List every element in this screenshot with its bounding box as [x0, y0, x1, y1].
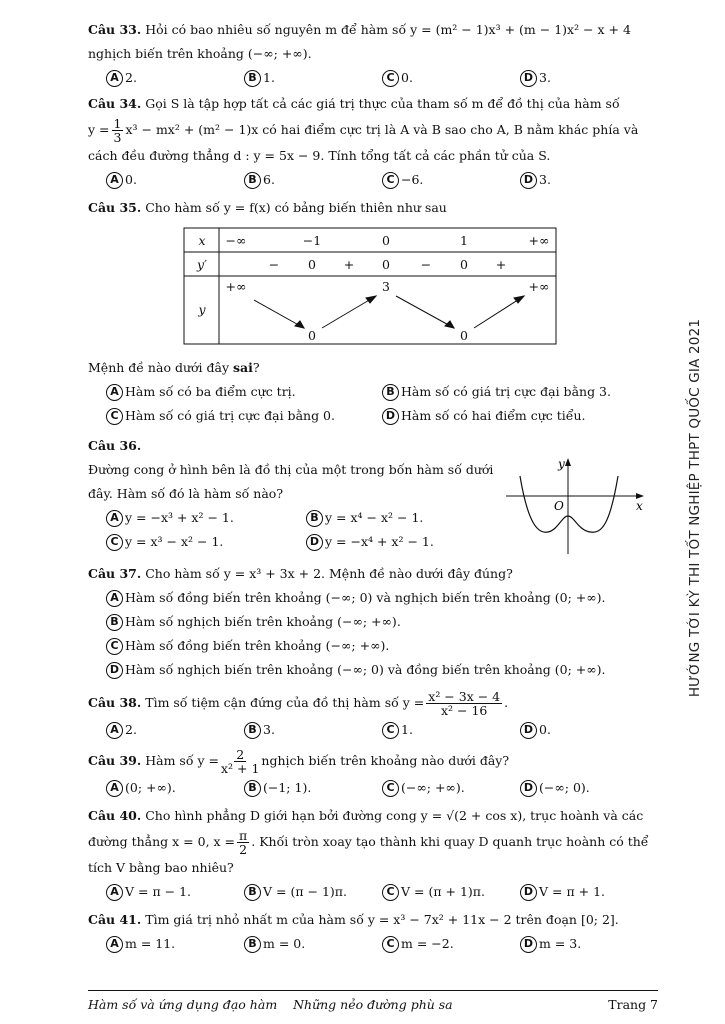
table-sign: 0 — [460, 257, 468, 272]
table-x-label: x — [198, 233, 206, 248]
q38-options — [88, 718, 658, 742]
q36-text1: Đường cong ở hình bên là đồ thị của một trong bốn hàm số dưới — [88, 462, 494, 477]
q35-option-c[interactable]: C Hàm số có giá trị cực đại bằng 0. — [106, 404, 382, 428]
q34-option-b[interactable]: B 6. — [244, 168, 382, 192]
table-sign: + — [343, 257, 355, 272]
q33-option-d[interactable]: D 3. — [520, 66, 658, 90]
q41-options — [88, 932, 658, 956]
q37-option-d[interactable]: D Hàm số nghịch biến trên khoảng (−∞; 0) và đồng biến trên khoảng (0; +∞). — [88, 658, 658, 682]
q39-option-c[interactable]: C (−∞; +∞). — [382, 776, 520, 800]
q33-option-a[interactable]: A 2. — [106, 66, 244, 90]
side-banner-text: HƯỚNG TỚI KỲ THI TỐT NGHIỆP THPT QUỐC GIA 2021 — [687, 318, 703, 698]
variation-table — [88, 224, 658, 352]
table-x-val: −1 — [302, 233, 322, 248]
q34-option-d[interactable]: D 3. — [520, 168, 658, 192]
q41-option-a[interactable]: A m = 11. — [106, 932, 244, 956]
table-y-label: y — [198, 302, 206, 317]
q37-option-c[interactable]: C Hàm số đồng biến trên khoảng (−∞; +∞). — [88, 634, 658, 658]
q40-fraction: $\frac{\pi}{2}$ — [239, 828, 248, 857]
table-sign: − — [268, 257, 280, 272]
q36-option-d[interactable]: D y = −x⁴ + x² − 1. — [306, 530, 506, 554]
q35-options-row2 — [88, 404, 658, 428]
q36-text2: đây. Hàm số đó là hàm số nào? — [88, 486, 284, 501]
q34-options — [88, 168, 658, 192]
graph-y-label: y — [558, 457, 565, 471]
q34-option-a[interactable]: A 0. — [106, 168, 244, 192]
q33-label: Câu 33. — [88, 22, 142, 37]
table-y-val: 0 — [308, 328, 316, 343]
q39-option-b[interactable]: B (−1; 1). — [244, 776, 382, 800]
table-yp-label: y′ — [197, 257, 207, 272]
q35-options-row1 — [88, 380, 658, 404]
table-x-val: 0 — [382, 233, 390, 248]
table-y-val: +∞ — [528, 279, 550, 294]
q40-text: Câu 40. Cho hình phẳng D giới hạn bởi đường cong y = √(2 + cos x), trục hoành và các — [88, 808, 644, 823]
q33-option-c[interactable]: C 0. — [382, 66, 520, 90]
q39-fraction: $\frac{2}{\text{x² + 1}}$ — [220, 747, 260, 776]
q34-text3: cách đều đường thẳng d : y = 5x − 9. Tính tổng tất cả các phần tử của S. — [88, 148, 551, 163]
page-number: Trang 7 — [608, 997, 658, 1012]
q38-text: Câu 38. Tìm số tiệm cận đứng của đồ thị hàm số y = $\frac{\text{x² − 3x − 4}}{\text{x² − 16}}$ . — [88, 689, 509, 718]
q40-option-d[interactable]: D V = π + 1. — [520, 880, 658, 904]
q37-text: Câu 37. Cho hàm số y = x³ + 3x + 2. Mệnh đề nào dưới đây đúng? — [88, 566, 513, 581]
footer-title: Hàm số và ứng dụng đạo hàm Những nẻo đường phù sa — [88, 997, 453, 1012]
table-y-val: +∞ — [225, 279, 247, 294]
q40-options — [88, 880, 658, 904]
exam-page — [88, 18, 658, 956]
q37-option-a[interactable]: A Hàm số đồng biến trên khoảng (−∞; 0) và nghịch biến trên khoảng (0; +∞). — [88, 586, 658, 610]
q38-option-b[interactable]: B 3. — [244, 718, 382, 742]
q35-question: Mệnh đề nào dưới đây sai? — [88, 360, 260, 375]
q36-option-c[interactable]: C y = x³ − x² − 1. — [106, 530, 306, 554]
q35-text: Câu 35. Cho hàm số y = f(x) có bảng biến thiên như sau — [88, 200, 447, 215]
q35-option-b[interactable]: B Hàm số có giá trị cực đại bằng 3. — [382, 380, 658, 404]
table-sign: 0 — [382, 257, 390, 272]
q41-option-b[interactable]: B m = 0. — [244, 932, 382, 956]
q35-option-d[interactable]: D Hàm số có hai điểm cực tiểu. — [382, 404, 658, 428]
table-sign: + — [495, 257, 507, 272]
q33-text2: nghịch biến trên khoảng (−∞; +∞). — [88, 46, 312, 61]
q36-block — [88, 434, 658, 554]
q34-option-c[interactable]: C −6. — [382, 168, 520, 192]
q36-graph — [498, 454, 648, 559]
q38-fraction: $\frac{\text{x² − 3x − 4}}{\text{x² − 16}}$ — [428, 689, 501, 718]
table-y-val: 0 — [460, 328, 468, 343]
q36-option-b[interactable]: B y = x⁴ − x² − 1. — [306, 506, 506, 530]
q40-option-a[interactable]: A V = π − 1. — [106, 880, 244, 904]
table-x-val: 1 — [460, 233, 468, 248]
q33-text: Câu 33. Hỏi có bao nhiêu số nguyên m để hàm số y = (m² − 1)x³ + (m − 1)x² − x + 4 — [88, 22, 631, 37]
q33-option-b[interactable]: B 1. — [244, 66, 382, 90]
q33-options — [88, 66, 658, 90]
graph-x-label: x — [636, 499, 643, 513]
q39-text: Câu 39. Hàm số y = $\frac{2}{\text{x² + 1}}$ nghịch biến trên khoảng nào dưới đây? — [88, 747, 510, 776]
q36-label: Câu 36. — [88, 438, 142, 453]
q36-option-a[interactable]: A y = −x³ + x² − 1. — [106, 506, 306, 530]
q41-option-d[interactable]: D m = 3. — [520, 932, 658, 956]
q39-options — [88, 776, 658, 800]
q38-option-d[interactable]: D 0. — [520, 718, 658, 742]
q34-text: Câu 34. Gọi S là tập hợp tất cả các giá trị thực của tham số m để đồ thị của hàm số — [88, 96, 620, 111]
q35-option-a[interactable]: A Hàm số có ba điểm cực trị. — [106, 380, 382, 404]
q41-text: Câu 41. Tìm giá trị nhỏ nhất m của hàm số y = x³ − 7x² + 11x − 2 trên đoạn [0; 2]. — [88, 912, 619, 927]
q40-text2: đường thẳng x = 0, x = $\frac{\pi}{2}$ . Khối tròn xoay tạo thành khi quay D quanh trục hoành có thể — [88, 828, 649, 857]
q39-option-a[interactable]: A (0; +∞). — [106, 776, 244, 800]
q41-option-c[interactable]: C m = −2. — [382, 932, 520, 956]
q39-option-d[interactable]: D (−∞; 0). — [520, 776, 658, 800]
page-footer — [88, 990, 658, 1012]
q40-option-c[interactable]: C V = (π + 1)π. — [382, 880, 520, 904]
q40-text3: tích V bằng bao nhiêu? — [88, 860, 234, 875]
table-sign: − — [420, 257, 432, 272]
table-x-val: −∞ — [225, 233, 247, 248]
q38-option-a[interactable]: A 2. — [106, 718, 244, 742]
q34-text2: y = $\frac{1}{3}$ x³ − mx² + (m² − 1)x có hai điểm cực trị là A và B sao cho A, B nằm khác phía và — [88, 116, 639, 145]
side-banner — [680, 310, 710, 720]
q34-fraction: $\frac{1}{3}$ — [113, 116, 122, 145]
q38-option-c[interactable]: C 1. — [382, 718, 520, 742]
table-x-val: +∞ — [528, 233, 550, 248]
table-y-val: 3 — [382, 279, 390, 294]
graph-origin-label: O — [554, 499, 564, 513]
table-sign: 0 — [308, 257, 316, 272]
q37-option-b[interactable]: B Hàm số nghịch biến trên khoảng (−∞; +∞). — [88, 610, 658, 634]
q40-option-b[interactable]: B V = (π − 1)π. — [244, 880, 382, 904]
